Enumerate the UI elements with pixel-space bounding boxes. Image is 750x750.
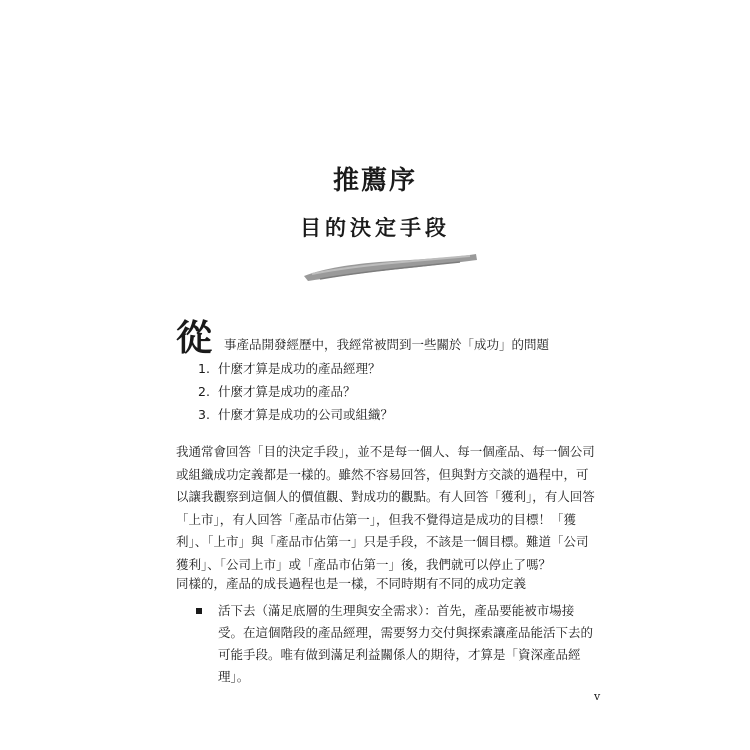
intro-text: 事產品開發經歷中，我經常被問到一些關於「成功」的問題 (224, 337, 550, 352)
list-number: 1. (198, 361, 210, 376)
page-title: 推薦序 (332, 166, 417, 196)
list-item (198, 383, 393, 406)
body-paragraph: 我通常會回答「目的決定手段」，並不是每一個人、每一個產品、每一個公司或組織成功定義都是一樣的。雖然不容易回答，但與對方交談的過程中，可以讓我觀察到這個人的價值觀、對成功的觀點。有人回答「獲利」，有人回答「上市」，有人回答「產品市佔第一」，但我不覺得這是成功的目標！「獲利」、「上市」與「產品市佔第一」只是手段，不該是一個目標。難道「公司獲利」、「公司上市」或「產品市佔第一」後，我們就可以停止了嗎？ (176, 444, 595, 572)
page-subtitle: 目的決定手段 (300, 216, 450, 240)
list-item (198, 360, 393, 383)
list-number: 3. (198, 407, 210, 422)
page-number: v (594, 690, 601, 703)
body-paragraph: 同樣的，產品的成長過程也是一樣，不同時期有不同的成功定義 (176, 576, 527, 591)
brush-stroke-divider (300, 250, 480, 284)
list-item (198, 406, 393, 429)
drop-cap: 從 (176, 317, 213, 359)
question-list (198, 360, 393, 429)
list-text: 什麼才算是成功的產品？ (218, 384, 356, 399)
square-bullet-icon (196, 608, 202, 614)
bullet-text: 活下去（滿足底層的生理與安全需求）：首先，產品要能被市場接受。在這個階段的產品經理，需要努力交付與探索讓產品能活下去的可能手段。唯有做到滿足利益關係人的期待，才算是「資深產品經理」。 (218, 603, 594, 684)
list-number: 2. (198, 384, 210, 399)
intro-paragraph (176, 318, 596, 358)
list-text: 什麼才算是成功的公司或組織？ (218, 407, 394, 422)
list-text: 什麼才算是成功的產品經理？ (218, 361, 381, 376)
